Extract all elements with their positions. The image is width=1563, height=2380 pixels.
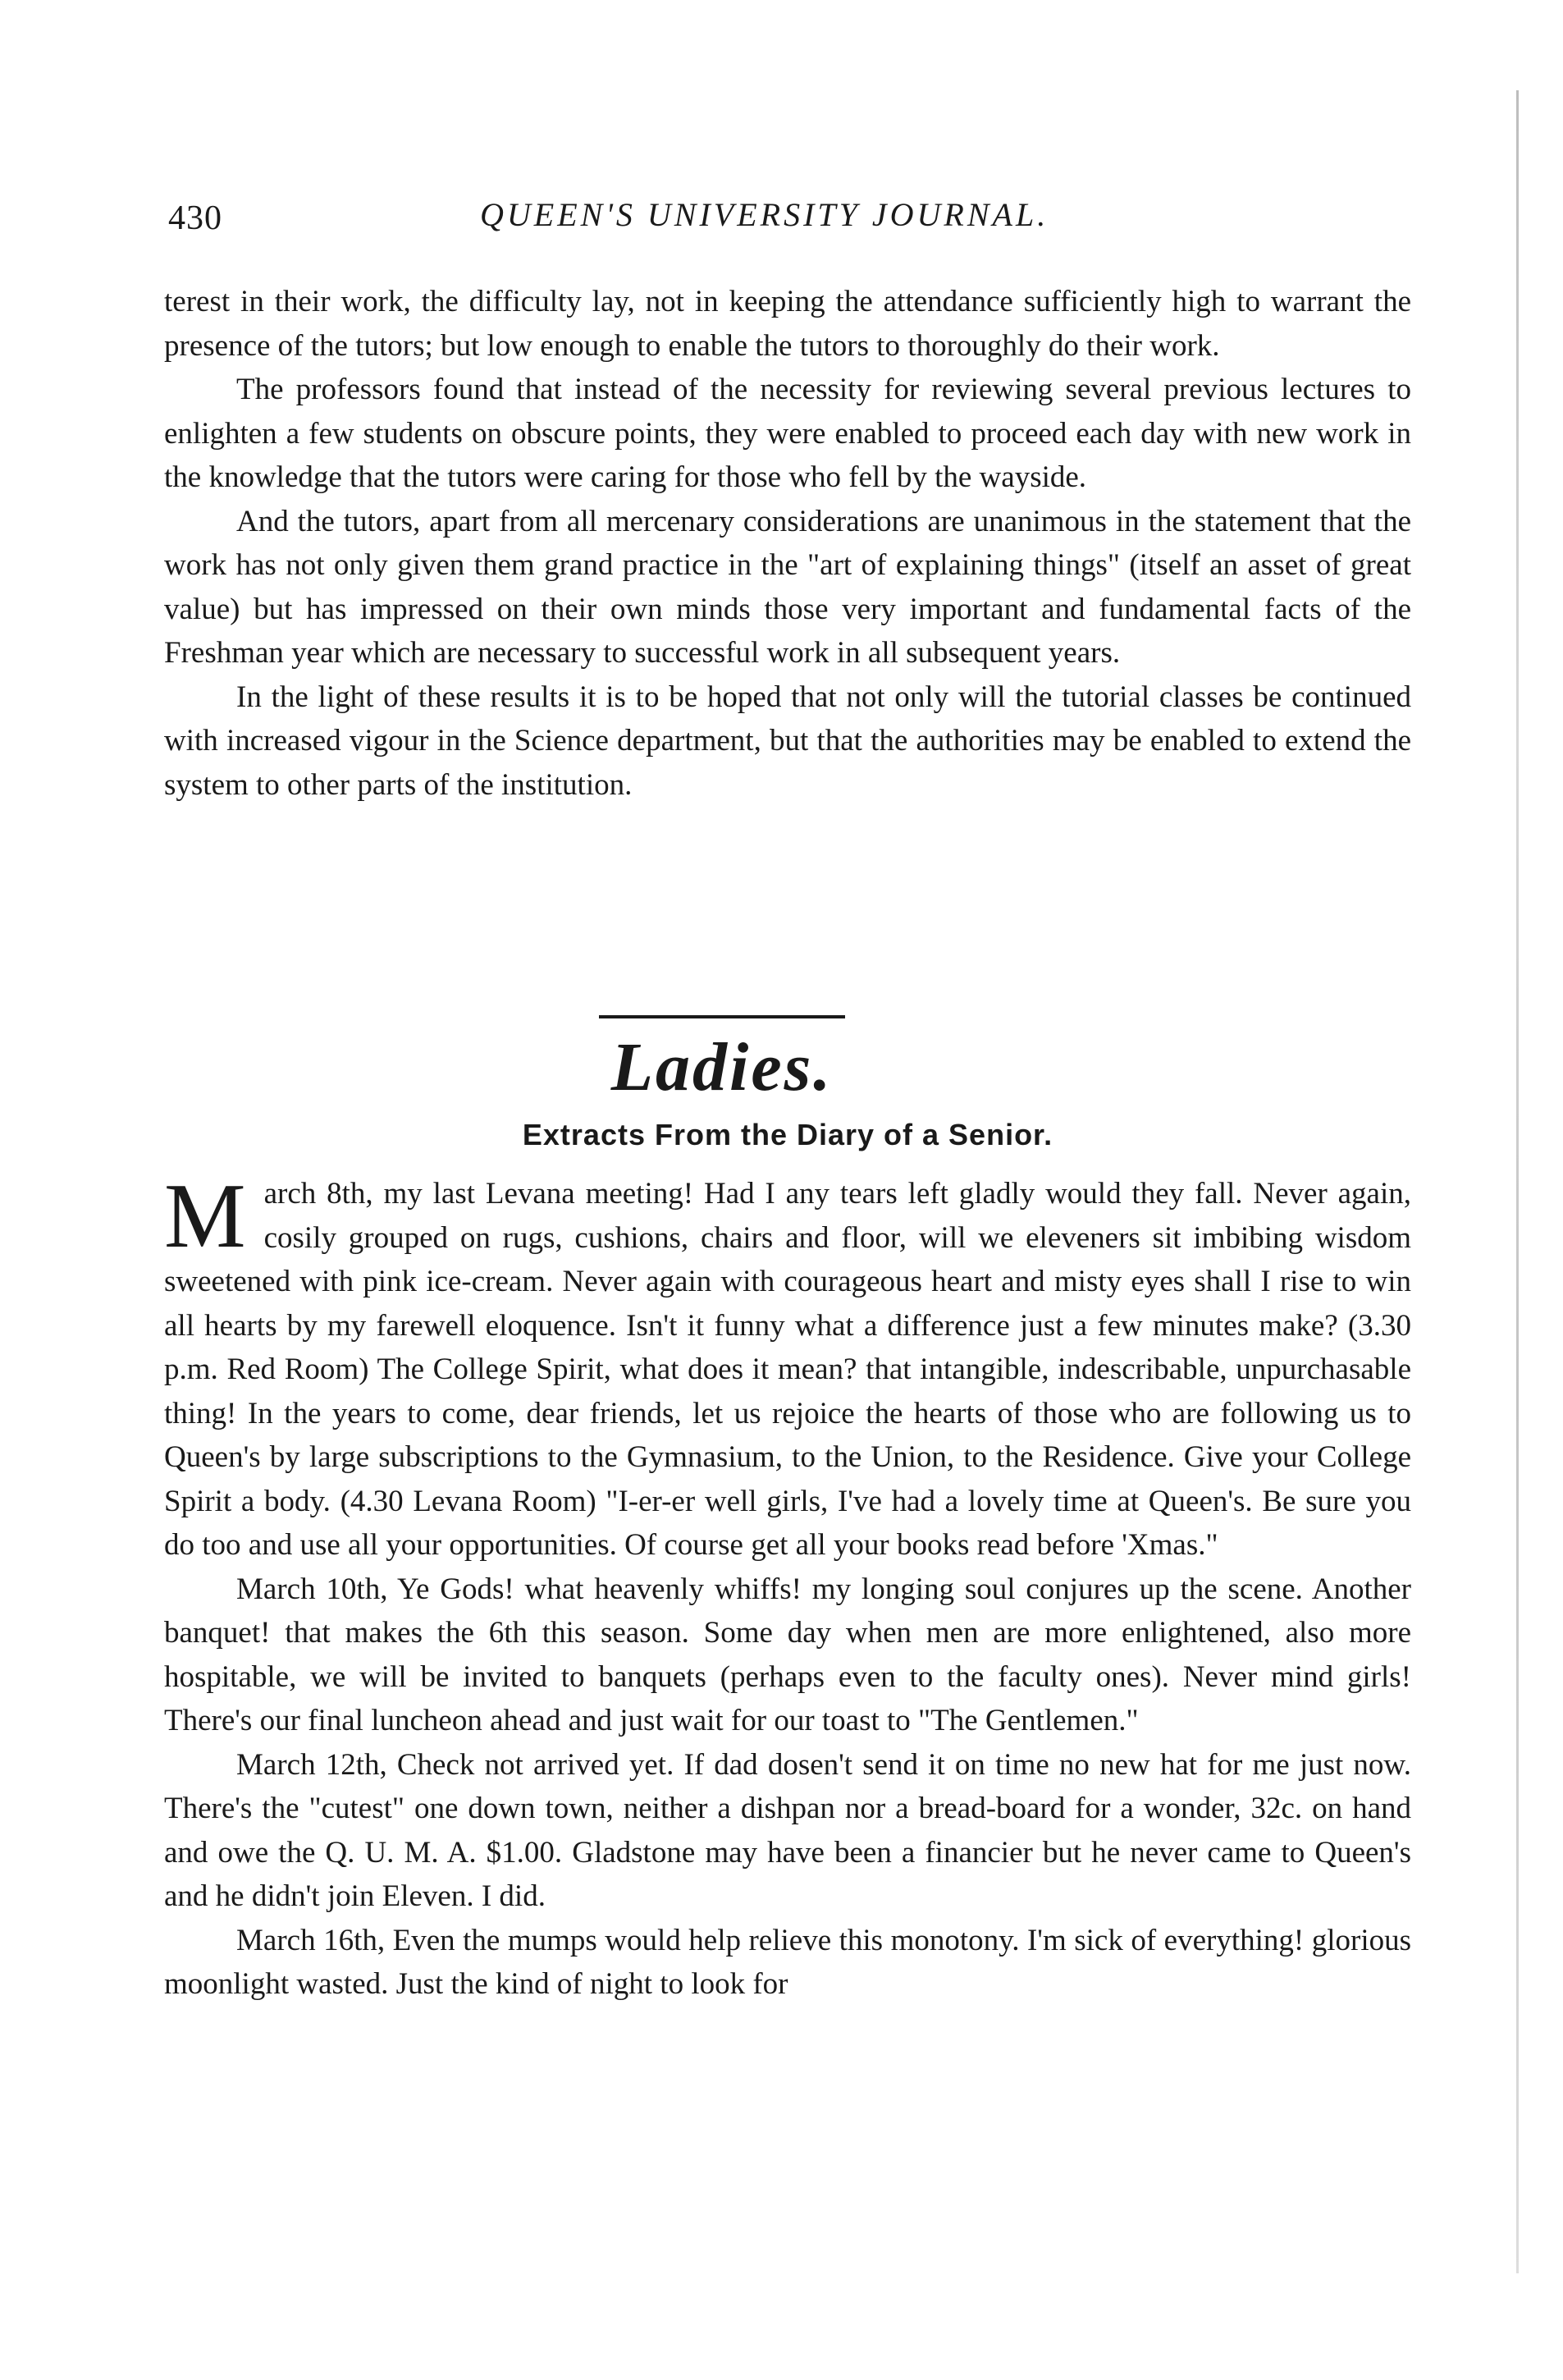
- paragraph: terest in their work, the difficulty lay, not in keeping the attendance sufficiently high to warrant the presence of the tutors; but low enough to enable the tutors to thoroughly do their work.: [164, 285, 1411, 363]
- continued-article: [164, 280, 1411, 807]
- paragraph: In the light of these results it is to be hoped that not only will the tutorial classes be continued with increased vigour in the Science department, but that the authorities may be enabled to extend the system to other parts of the institution.: [164, 680, 1411, 802]
- paragraph: The professors found that instead of the necessity for reviewing several previous lectures to enlighten a few students on obscure points, they were enabled to proceed each day with new work in the knowledge that the tutors were caring for those who fell by the wayside.: [164, 373, 1411, 494]
- paragraph: March 16th, Even the mumps would help relieve this monotony. I'm sick of everything! glorious moonlight wasted. Just the kind of night to look for: [164, 1923, 1411, 2001]
- paragraph: And the tutors, apart from all mercenary considerations are unanimous in the statement that the work has not only given them grand practice in the "art of explaining things" (itself an asset of great value) but has impressed on their own minds those very important and fundamental facts of the Freshman year which are necessary to successful work in all subsequent years.: [164, 504, 1411, 670]
- drop-cap: M: [164, 1165, 246, 1267]
- page-number: 430: [168, 199, 222, 237]
- page-header: [168, 195, 1415, 245]
- paragraph: March 12th, Check not arrived yet. If dad dosen't send it on time no new hat for me just now. There's the "cutest" one down town, neither a dishpan nor a bread-board for a wonder, 32c. on hand and owe the Q. U. M. A. $1.00. Gladstone may have been a financier but he never came to Queen's and he didn't join Eleven. I did.: [164, 1747, 1411, 1913]
- diary-article: [164, 1165, 1411, 2007]
- section-divider: [599, 1015, 845, 1018]
- running-title: QUEEN'S UNIVERSITY JOURNAL.: [480, 196, 1049, 233]
- article-title: Extracts From the Diary of a Senior.: [522, 1118, 1053, 1151]
- paragraph-text: arch 8th, my last Levana meeting! Had I any tears left gladly would they fall. Never again, cosily grouped on rugs, cushions, chairs and floor, will we eleveners sit imbibing wisdom sweetened with pink ice-cream. Never again with courageous heart and misty eyes shall I rise to win all hearts by my farewell eloquence. Isn't it funny what a difference just a few minutes make? (3.30 p.m. Red Room) The College Spirit, what does it mean? that intangible, indescribable, unpurchasable thing! In the years to come, dear friends, let us rejoice the hearts of those who are following us to Queen's by large subscriptions to the Gymnasium, to the Union, to the Residence. Give your College Spirit a body. (4.30 Levana Room) "I-er-er well girls, I've had a lovely time at Queen's. Be sure you do too and use all your opportunities. Of course get all your books read before 'Xmas.": [164, 1177, 1411, 1562]
- section-heading: Ladies.: [610, 1029, 834, 1105]
- paragraph: March 10th, Ye Gods! what heavenly whiffs! my longing soul conjures up the scene. Another banquet! that makes the 6th this season. Some day when men are more enlightened, also more hospitable, we will be invited to banquets (perhaps even to the faculty ones). Never mind girls! There's our final luncheon ahead and just wait for our toast to "The Gentlemen.": [164, 1572, 1411, 1737]
- first-paragraph: [164, 1165, 1411, 1568]
- page-edge-line: [1516, 90, 1519, 2273]
